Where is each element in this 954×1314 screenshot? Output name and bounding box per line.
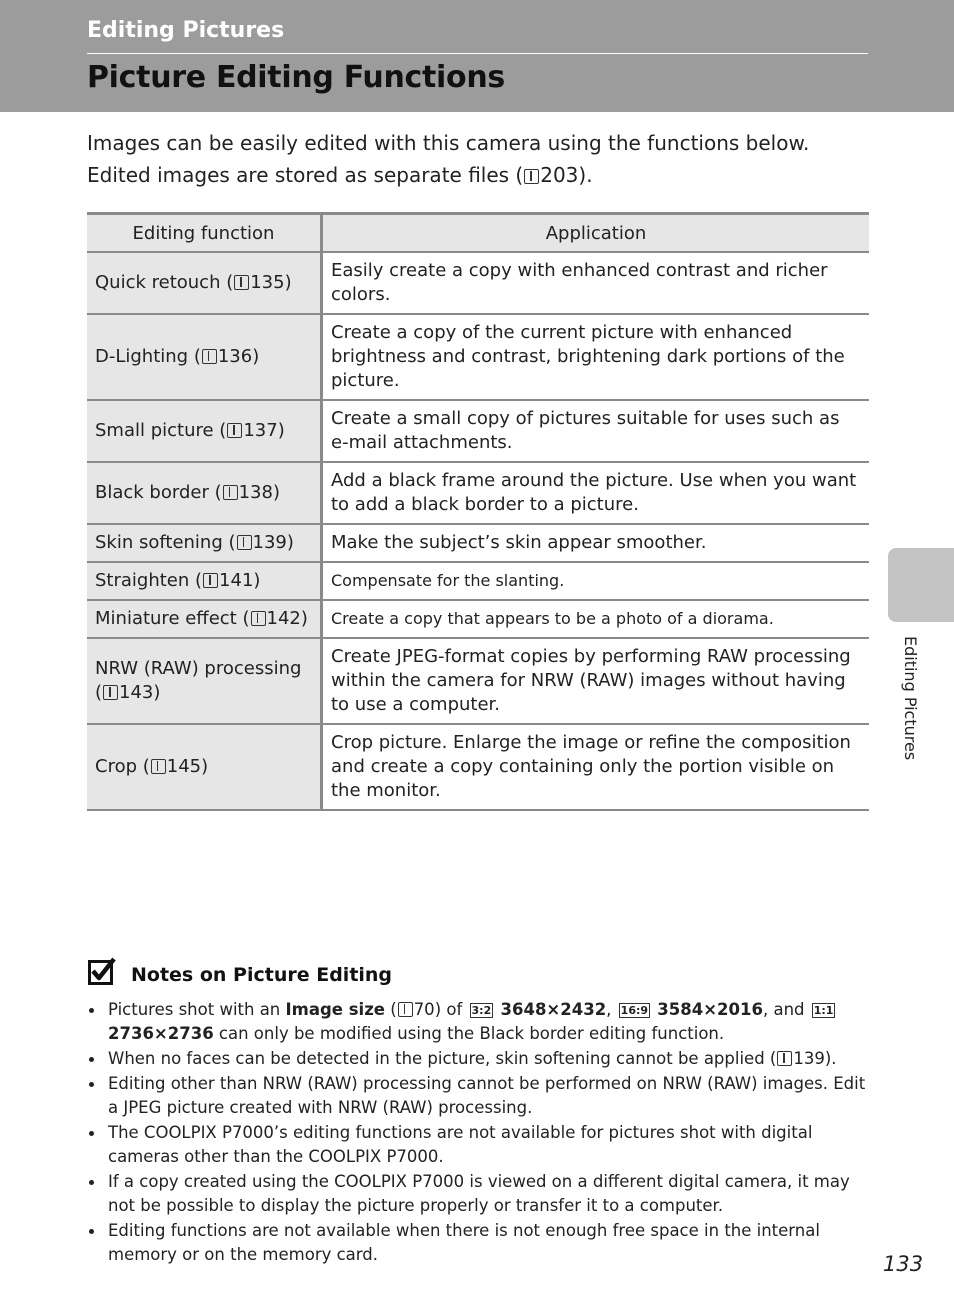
page-reference-icon — [223, 485, 238, 500]
function-name: Small picture ( 137) — [87, 400, 322, 462]
page-reference-icon — [524, 169, 539, 184]
aspect-3-2-icon: 3:2 — [471, 1004, 492, 1017]
column-header-function: Editing function — [87, 214, 322, 253]
page-reference-icon — [103, 685, 118, 700]
page-reference-icon — [227, 423, 242, 438]
page-reference-icon — [777, 1051, 792, 1066]
chapter-tab — [888, 548, 954, 622]
function-application: Crop picture. Enlarge the image or refine the composition and create a copy containing only the portion visible on the monitor. — [322, 724, 870, 810]
aspect-16-9-icon: 16:9 — [620, 1004, 649, 1017]
list-item: Editing functions are not available when there is not enough free space in the internal memory or on the memory card. — [87, 1219, 872, 1267]
page-reference-icon — [202, 349, 217, 364]
function-application: Create a small copy of pictures suitable for uses such as e-mail attachments. — [322, 400, 870, 462]
function-name: NRW (RAW) processing ( 143) — [87, 638, 322, 724]
page-reference-icon — [237, 535, 252, 550]
table-row — [87, 314, 869, 400]
function-name: Black border ( 138) — [87, 462, 322, 524]
page-title: Picture Editing Functions — [87, 60, 505, 95]
header-divider — [87, 53, 868, 54]
notes-list — [87, 998, 872, 1268]
function-name: D-Lighting ( 136) — [87, 314, 322, 400]
page-reference-icon — [203, 573, 218, 588]
page-reference-icon — [398, 1002, 413, 1017]
list-item: Pictures shot with an Image size ( 70) of 3:2 3648×2432, 16:9 3584×2016, and 1:1 2736×2736 can only be modified using the Black border editing function. — [87, 998, 872, 1046]
list-item: If a copy created using the COOLPIX P7000 is viewed on a different digital camera, it may not be possible to display the picture properly or transfer it to a computer. — [87, 1170, 872, 1218]
editing-functions-table — [87, 212, 869, 811]
list-item: When no faces can be detected in the picture, skin softening cannot be applied ( 139). — [87, 1047, 872, 1071]
function-application: Create JPEG-format copies by performing RAW processing within the camera for NRW (RAW) images without having to use a computer. — [322, 638, 870, 724]
function-name: Crop ( 145) — [87, 724, 322, 810]
function-name: Miniature effect ( 142) — [87, 600, 322, 638]
list-item: Editing other than NRW (RAW) processing cannot be performed on NRW (RAW) images. Edit a JPEG picture created with NRW (RAW) processing. — [87, 1072, 872, 1120]
table-row — [87, 562, 869, 600]
side-chapter-label: Editing Pictures — [901, 636, 920, 761]
function-application: Create a copy that appears to be a photo of a diorama. — [322, 600, 870, 638]
header-band — [0, 0, 954, 112]
table-row — [87, 524, 869, 562]
section-title: Editing Pictures — [87, 18, 285, 43]
function-name: Straighten ( 141) — [87, 562, 322, 600]
aspect-1-1-icon: 1:1 — [813, 1004, 834, 1017]
function-application: Compensate for the slanting. — [322, 562, 870, 600]
function-name: Skin softening ( 139) — [87, 524, 322, 562]
table-row — [87, 724, 869, 810]
function-application: Create a copy of the current picture with enhanced brightness and contrast, brightening dark portions of the picture. — [322, 314, 870, 400]
table-row — [87, 600, 869, 638]
table-header-row — [87, 214, 869, 253]
table-row — [87, 252, 869, 314]
table-row — [87, 400, 869, 462]
intro-paragraph: Images can be easily edited with this camera using the functions below. Edited images are stored as separate files ( 203). — [87, 131, 810, 187]
column-header-application: Application — [322, 214, 870, 253]
intro-page-ref: 203 — [540, 163, 579, 187]
function-application: Make the subject’s skin appear smoother. — [322, 524, 870, 562]
function-name: Quick retouch ( 135) — [87, 252, 322, 314]
table-row — [87, 638, 869, 724]
function-application: Easily create a copy with enhanced contrast and richer colors. — [322, 252, 870, 314]
page-reference-icon — [151, 759, 166, 774]
checkmark-note-icon — [88, 957, 116, 985]
function-application: Add a black frame around the picture. Use when you want to add a black border to a picture. — [322, 462, 870, 524]
page-number: 133 — [883, 1252, 924, 1276]
page-reference-icon — [251, 611, 266, 626]
list-item: The COOLPIX P7000’s editing functions are not available for pictures shot with digital cameras other than the COOLPIX P7000. — [87, 1121, 872, 1169]
notes-title: Notes on Picture Editing — [131, 964, 393, 986]
page-reference-icon — [234, 275, 249, 290]
table-row — [87, 462, 869, 524]
